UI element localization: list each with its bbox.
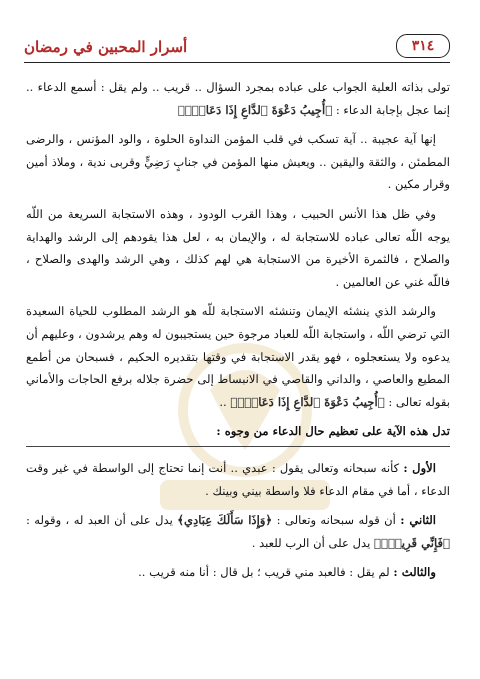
paragraph-3: وفي ظل هذا الأنس الحبيب ، وهذا القرب الودود ، وهذه الاستجابة السريعة من اللّه يوجه اللّه تعالى عباده للاستجابة له ، والإيمان به ، لعل هذا يقودهم إلى الرشد والهداية والصلاح ، فالثمرة الأخيرة من الاستجابة هي لهم كذلك ، وهي الرشد والهدى والصلاح ، فاللّه غني عن العالمين . [26,206,450,289]
paragraph-4-end: .. [219,394,231,409]
paragraph-4-text: والرشد الذي ينشئه الإيمان وتنشئه الاستجابة للّه هو الرشد المطلوب للحياة السعيدة التي ترضي اللّه ، واستجابة اللّه للعباد مرجوة حين يستجيبون له وهم يرشدون ، وعليهم أن يدعوه ولا يستعجلوه ، فهو يقدر الاستجابة في وقتها بتقديره الحكيم ، فسبحان من أطمع المطيع والعاصي ، والداني والقاصي في الانبساط إلى حضرة جلاله برفع الحاجات والأماني بقوله تعالى : [26,304,450,409]
point-3-label: والثالث : [393,565,436,580]
quran-quote: ﴿أُجِيبُ دَعْوَةَ ٱلدَّاعِ إِذَا دَعَانِۖ﴾ [230,394,385,409]
paragraph-2: إنها آية عجيبة .. آية تسكب في قلب المؤمن النداوة الحلوة ، والود المؤنس ، والرضى المطمئن ، والثقة واليقين .. ويعيش منها المؤمن في جنابٍ رَضِيٍّ وقربى ندية ، وملاذ أمين وقرار مكين . [26,132,450,192]
point-2 [26,509,450,554]
point-2-text-b: يدل على أن العبد له ، وقوله : [26,513,178,528]
paragraph-1 [26,76,450,121]
quran-quote: ﴿أُجِيبُ دَعْوَةَ ٱلدَّاعِ إِذَا دَعَانِۖ﴾ [177,102,333,117]
section-heading: تدل هذه الآية على تعظيم حال الدعاء من وجوه : [26,420,450,447]
point-3 [26,561,450,584]
header-title: أسرار المحبين في رمضان [24,38,188,56]
point-1 [26,457,450,502]
point-3-text: لم يقل : فالعبد مني قريب ؛ بل قال : أنا منه قريب .. [138,565,394,580]
quran-quote: ﴿وَإِذَا سَأَلَكَ عِبَادِي﴾ [177,513,273,528]
header-divider [24,62,450,63]
paragraph-4 [26,300,450,413]
point-2-label: الثاني : [400,513,436,528]
page-header [24,30,450,66]
quran-quote: ﴿فَإِنِّي قَرِيبٌۖ﴾ [374,535,450,550]
page-number: ٣١٤ [396,34,450,58]
point-1-label: الأول : [403,460,437,475]
point-2-text-c: يدل على أن الرب للعبد . [251,535,375,550]
page-body [26,76,450,649]
point-2-text-a: أن قوله سبحانه وتعالى : [272,513,401,528]
paragraph-1-text: تولى بذاته العلية الجواب على عباده بمجرد السؤال .. قريب .. ولم يقل : أسمع الدعاء .. إنما عجل بإجابة الدعاء : [26,80,450,117]
point-1-text: كأنه سبحانه وتعالى يقول : عبدي .. أنت إنما تحتاج إلى الواسطة في غير وقت الدعاء ، أما في مقام الدعاء فلا واسطة بيني وبينك . [26,460,450,498]
